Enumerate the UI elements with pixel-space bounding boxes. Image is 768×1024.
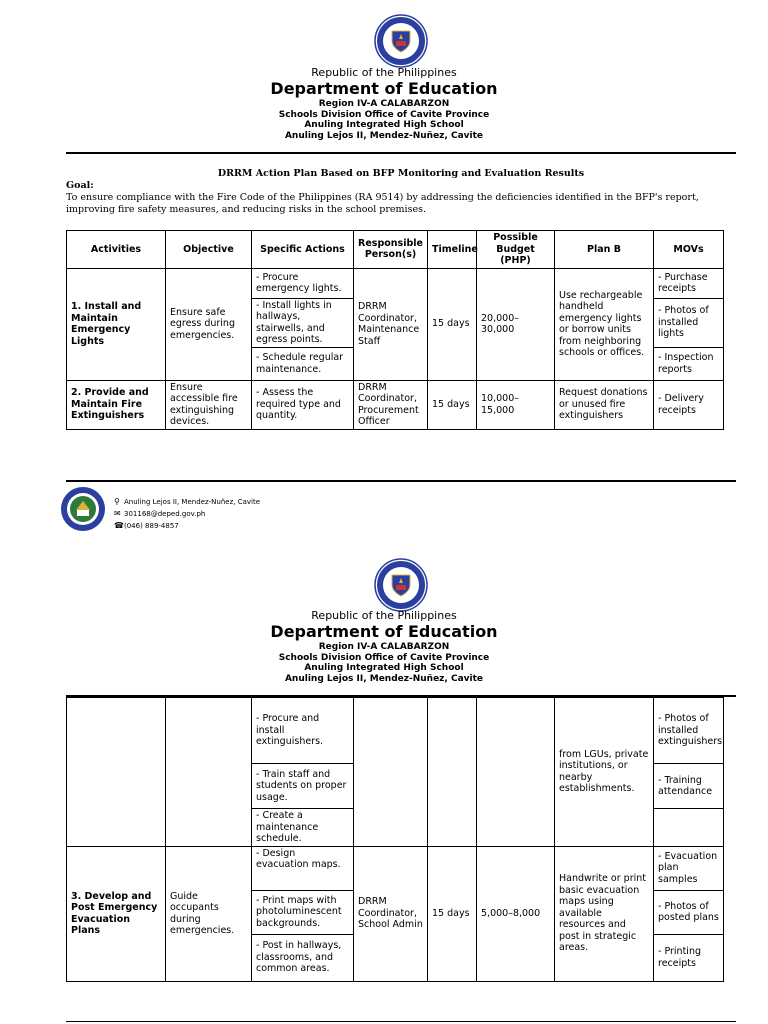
action-plan-table-continued [66, 697, 724, 982]
goal-text: To ensure compliance with the Fire Code of the Philippines (RA 9514) by addressing the deficiencies identified in the BFP's report, improving fire safety measures, and reducing risks in the school premises. [66, 192, 699, 215]
header-movs: MOVs [654, 231, 724, 269]
table-row [67, 380, 724, 429]
header-activities: Activities [67, 231, 166, 269]
phone-icon: ☎ [114, 521, 124, 530]
header-objective: Objective [166, 231, 252, 269]
row2-budget: 10,000–15,000 [477, 380, 555, 429]
envelope-icon: ✉ [114, 509, 121, 518]
department-name: Department of Education [270, 622, 498, 641]
row1-action-3: - Schedule regular maintenance. [252, 347, 354, 380]
region-text: Region IV-A CALABARZON [318, 642, 450, 652]
row2-planb: Request donations or unused fire extinguishers [555, 380, 654, 429]
school-name: Anuling Integrated High School [304, 663, 464, 673]
header-divider [66, 152, 736, 154]
division-text: Schools Division Office of Cavite Province [278, 652, 490, 663]
row2-mov-2: - Photos of installed extinguishers [654, 698, 724, 764]
header-actions: Specific Actions [252, 231, 354, 269]
region-text: Region IV-A CALABARZON [318, 99, 450, 109]
row3-action-1: - Design evacuation maps. [252, 846, 354, 890]
row2-mov-1: - Delivery receipts [654, 380, 724, 429]
row2-activity-cont [67, 698, 166, 847]
row2-budget-cont [477, 698, 555, 847]
row1-action-2: - Install lights in hallways, stairwells, and egress points. [252, 298, 354, 347]
footer-phone: (046) 889-4857 [124, 522, 179, 530]
row2-mov-4 [654, 809, 724, 847]
row3-mov-3: - Printing receipts [654, 934, 724, 981]
table-row [67, 268, 724, 298]
republic-text: Republic of the Philippines [311, 609, 457, 622]
row2-action-4: - Create a maintenance schedule. [252, 809, 354, 847]
letterhead [0, 66, 768, 141]
row3-person: DRRM Coordinator, School Admin [354, 846, 428, 981]
goal-section [66, 180, 736, 216]
row1-mov-1: - Purchase receipts [654, 268, 724, 298]
deped-seal-logo [374, 14, 428, 68]
row2-timeline-cont [428, 698, 477, 847]
school-logo [60, 486, 106, 532]
table-row [67, 846, 724, 890]
goal-label: Goal: [66, 180, 94, 191]
row3-mov-1: - Evacuation plan samples [654, 846, 724, 890]
row3-mov-2: - Photos of posted plans [654, 890, 724, 934]
row3-action-3: - Post in hallways, classrooms, and common areas. [252, 934, 354, 981]
row1-timeline: 15 days [428, 268, 477, 380]
row2-person: DRRM Coordinator, Procurement Officer [354, 380, 428, 429]
row2-planb-cont: from LGUs, private institutions, or nearby establishments. [555, 698, 654, 847]
row1-action-1: - Procure emergency lights. [252, 268, 354, 298]
row3-planb: Handwrite or print basic evacuation maps using available resources and post in strategic areas. [555, 846, 654, 981]
footer-contact [114, 496, 260, 532]
document-title: DRRM Action Plan Based on BFP Monitoring and Evaluation Results [217, 168, 585, 179]
republic-text: Republic of the Philippines [311, 66, 457, 79]
header-timeline: Timeline [428, 231, 477, 269]
row1-activity: 1. Install and Maintain Emergency Lights [67, 268, 166, 380]
row3-action-2: - Print maps with photoluminescent backgrounds. [252, 890, 354, 934]
row2-action-1: - Assess the required type and quantity. [252, 380, 354, 429]
row2-objective: Ensure accessible fire extinguishing devices. [166, 380, 252, 429]
row2-objective-cont [166, 698, 252, 847]
row3-budget: 5,000–8,000 [477, 846, 555, 981]
page-bottom-rule [66, 1021, 736, 1022]
deped-seal-logo [374, 558, 428, 612]
school-address: Anuling Lejos II, Mendez-Nuñez, Cavite [284, 673, 484, 684]
school-address: Anuling Lejos II, Mendez-Nuñez, Cavite [284, 130, 484, 141]
row2-mov-3: - Training attendance [654, 764, 724, 809]
row1-mov-2: - Photos of installed lights [654, 298, 724, 347]
footer-email: 301168@deped.gov.ph [124, 510, 206, 518]
table-row [67, 698, 724, 764]
row2-activity: 2. Provide and Maintain Fire Extinguishers [67, 380, 166, 429]
table-header-row [67, 231, 724, 269]
row1-person: DRRM Coordinator, Maintenance Staff [354, 268, 428, 380]
row1-objective: Ensure safe egress during emergencies. [166, 268, 252, 380]
row1-mov-3: - Inspection reports [654, 347, 724, 380]
school-name: Anuling Integrated High School [304, 120, 464, 130]
department-name: Department of Education [270, 79, 498, 98]
row3-activity: 3. Develop and Post Emergency Evacuation Plans [67, 846, 166, 981]
footer-address: Anuling Lejos II, Mendez-Nuñez, Cavite [124, 498, 261, 506]
footer-divider [66, 480, 736, 482]
row1-budget: 20,000–30,000 [477, 268, 555, 380]
row2-person-cont [354, 698, 428, 847]
row2-action-3: - Train staff and students on proper usage. [252, 764, 354, 809]
row3-objective: Guide occupants during emergencies. [166, 846, 252, 981]
row2-timeline: 15 days [428, 380, 477, 429]
action-plan-table [66, 230, 724, 430]
division-text: Schools Division Office of Cavite Province [278, 109, 490, 120]
row2-action-2: - Procure and install extinguishers. [252, 698, 354, 764]
row3-timeline: 15 days [428, 846, 477, 981]
location-pin-icon: ⚲ [114, 497, 120, 506]
row1-planb: Use rechargeable handheld emergency lights or borrow units from neighboring schools or offices. [555, 268, 654, 380]
letterhead [0, 609, 768, 684]
header-person: Responsible Person(s) [354, 231, 428, 269]
header-planb: Plan B [555, 231, 654, 269]
header-budget: Possible Budget (PHP) [477, 231, 555, 269]
